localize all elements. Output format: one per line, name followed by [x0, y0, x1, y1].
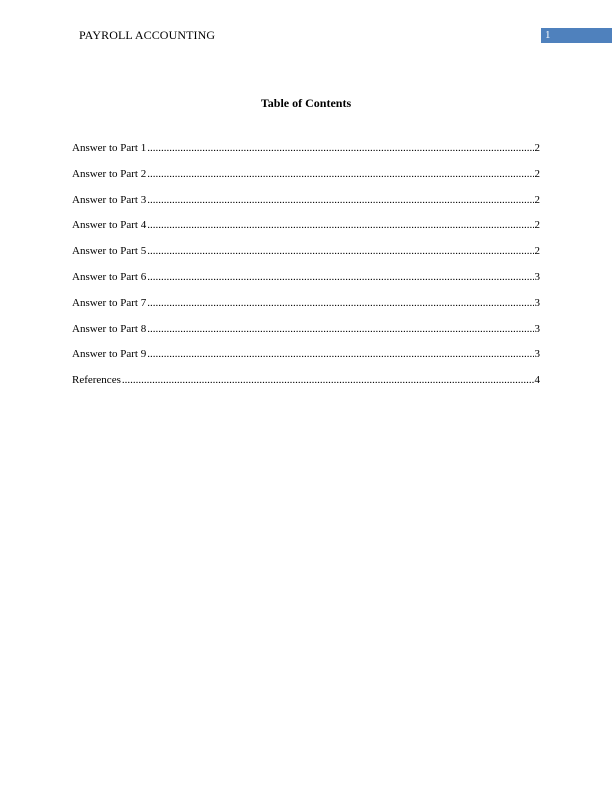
dot-leader	[122, 374, 534, 386]
page-number-badge: 1	[541, 28, 612, 43]
dot-leader	[147, 323, 533, 335]
dot-leader	[147, 297, 533, 309]
toc-entry-page: 2	[534, 193, 540, 206]
toc-title: Table of Contents	[260, 96, 352, 110]
toc-entry-part-4[interactable]	[72, 219, 540, 245]
toc-entry-page: 3	[534, 296, 540, 309]
toc-entry-label: References	[72, 374, 121, 387]
toc-entry-page: 2	[534, 219, 540, 232]
toc-entry-page: 3	[534, 348, 540, 361]
toc-entry-part-8[interactable]	[72, 323, 540, 349]
toc-entry-part-7[interactable]	[72, 297, 540, 323]
toc-entry-label: Answer to Part 4	[72, 219, 147, 232]
toc-entry-page: 2	[534, 245, 540, 258]
toc-list	[72, 142, 540, 400]
toc-entry-part-5[interactable]	[72, 245, 540, 271]
dot-leader	[147, 219, 533, 231]
toc-entry-page: 2	[534, 167, 540, 180]
dot-leader	[147, 168, 533, 180]
toc-entry-page: 3	[534, 322, 540, 335]
dot-leader	[147, 142, 533, 154]
toc-entry-label: Answer to Part 3	[72, 193, 147, 206]
toc-entry-label: Answer to Part 5	[72, 245, 147, 258]
toc-entry-part-6[interactable]	[72, 271, 540, 297]
toc-entry-page: 3	[534, 270, 540, 283]
toc-entry-label: Answer to Part 6	[72, 270, 147, 283]
dot-leader	[147, 348, 533, 360]
dot-leader	[147, 271, 533, 283]
toc-entry-label: Answer to Part 2	[72, 167, 147, 180]
toc-entry-label: Answer to Part 8	[72, 322, 147, 335]
toc-entry-part-3[interactable]	[72, 194, 540, 220]
dot-leader	[147, 245, 533, 257]
toc-entry-page: 4	[534, 374, 540, 387]
running-header-title: PAYROLL ACCOUNTING	[79, 28, 216, 42]
toc-entry-page: 2	[534, 142, 540, 154]
toc-entry-label: Answer to Part 7	[72, 296, 147, 309]
toc-entry-part-1[interactable]	[72, 142, 540, 168]
toc-entry-part-9[interactable]	[72, 348, 540, 374]
toc-entry-label: Answer to Part 1	[72, 142, 147, 154]
toc-entry-references[interactable]	[72, 374, 540, 400]
toc-entry-part-2[interactable]	[72, 168, 540, 194]
toc-entry-label: Answer to Part 9	[72, 348, 147, 361]
dot-leader	[147, 194, 533, 206]
